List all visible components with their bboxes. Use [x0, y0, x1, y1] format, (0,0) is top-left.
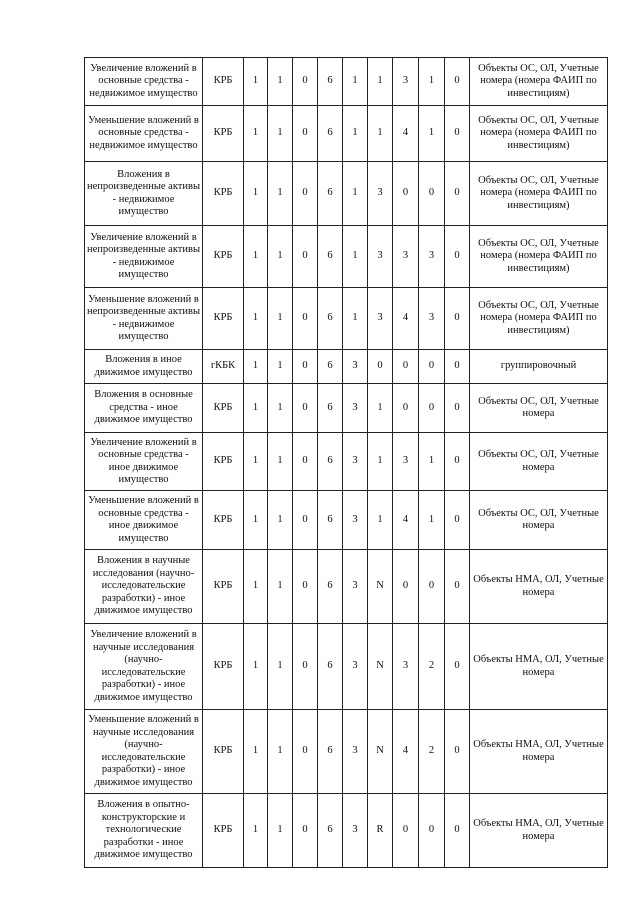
- code-digit-cell: N: [368, 624, 393, 710]
- table-row: [85, 384, 608, 433]
- code-digit-cell: R: [368, 794, 393, 868]
- analytics-cell: Объекты ОС, ОЛ, Учетные номера (номера ФАИП по инвестициям): [470, 288, 608, 350]
- code-digit-cell: 1: [268, 226, 293, 288]
- code-digit-cell: 0: [419, 162, 445, 226]
- analytics-cell: Объекты НМА, ОЛ, Учетные номера: [470, 550, 608, 624]
- analytics-cell: Объекты ОС, ОЛ, Учетные номера (номера ФАИП по инвестициям): [470, 58, 608, 106]
- code-digit-cell: 0: [445, 162, 470, 226]
- table-row: [85, 794, 608, 868]
- code-digit-cell: 1: [419, 433, 445, 491]
- table-row: [85, 58, 608, 106]
- code-digit-cell: 1: [419, 58, 445, 106]
- account-name-cell: Уменьшение вложений в непроизведенные активы - недвижимое имущество: [85, 288, 203, 350]
- code-digit-cell: 0: [445, 384, 470, 433]
- code-digit-cell: 1: [268, 162, 293, 226]
- analytics-cell: Объекты ОС, ОЛ, Учетные номера (номера ФАИП по инвестициям): [470, 106, 608, 162]
- code-digit-cell: 0: [445, 288, 470, 350]
- account-type-cell: КРБ: [203, 58, 244, 106]
- code-digit-cell: 0: [293, 710, 318, 794]
- account-name-cell: Уменьшение вложений в основные средства - недвижимое имущество: [85, 106, 203, 162]
- code-digit-cell: 3: [419, 226, 445, 288]
- code-digit-cell: 1: [268, 288, 293, 350]
- code-digit-cell: 6: [318, 106, 343, 162]
- code-digit-cell: 6: [318, 433, 343, 491]
- code-digit-cell: 6: [318, 710, 343, 794]
- table-row: [85, 106, 608, 162]
- account-type-cell: КРБ: [203, 384, 244, 433]
- code-digit-cell: 0: [445, 226, 470, 288]
- analytics-cell: Объекты ОС, ОЛ, Учетные номера: [470, 384, 608, 433]
- code-digit-cell: 0: [445, 58, 470, 106]
- code-digit-cell: 3: [419, 288, 445, 350]
- code-digit-cell: 0: [293, 106, 318, 162]
- code-digit-cell: 3: [343, 433, 368, 491]
- code-digit-cell: 4: [393, 106, 419, 162]
- code-digit-cell: 1: [268, 384, 293, 433]
- analytics-cell: Объекты ОС, ОЛ, Учетные номера: [470, 491, 608, 550]
- code-digit-cell: 1: [368, 384, 393, 433]
- account-type-cell: КРБ: [203, 491, 244, 550]
- account-type-cell: КРБ: [203, 433, 244, 491]
- code-digit-cell: 0: [419, 384, 445, 433]
- code-digit-cell: 1: [244, 350, 268, 384]
- code-digit-cell: 3: [368, 162, 393, 226]
- code-digit-cell: 0: [419, 794, 445, 868]
- code-digit-cell: 0: [293, 433, 318, 491]
- code-digit-cell: 6: [318, 58, 343, 106]
- analytics-cell: Объекты ОС, ОЛ, Учетные номера (номера ФАИП по инвестициям): [470, 226, 608, 288]
- code-digit-cell: 4: [393, 491, 419, 550]
- code-digit-cell: 3: [368, 288, 393, 350]
- code-digit-cell: 0: [293, 491, 318, 550]
- code-digit-cell: 1: [244, 624, 268, 710]
- code-digit-cell: 3: [393, 433, 419, 491]
- code-digit-cell: 3: [343, 491, 368, 550]
- code-digit-cell: 6: [318, 384, 343, 433]
- code-digit-cell: 0: [293, 350, 318, 384]
- code-digit-cell: 0: [368, 350, 393, 384]
- code-digit-cell: 1: [268, 550, 293, 624]
- code-digit-cell: 1: [268, 794, 293, 868]
- code-digit-cell: 1: [268, 624, 293, 710]
- table-row: [85, 710, 608, 794]
- code-digit-cell: 1: [268, 491, 293, 550]
- code-digit-cell: 3: [393, 58, 419, 106]
- code-digit-cell: 0: [445, 350, 470, 384]
- code-digit-cell: 1: [244, 226, 268, 288]
- code-digit-cell: 1: [244, 550, 268, 624]
- accounts-table: [84, 57, 608, 868]
- account-name-cell: Уменьшение вложений в основные средства - иное движимое имущество: [85, 491, 203, 550]
- account-type-cell: КРБ: [203, 550, 244, 624]
- table-row: [85, 226, 608, 288]
- code-digit-cell: 1: [268, 58, 293, 106]
- code-digit-cell: 4: [393, 710, 419, 794]
- code-digit-cell: 0: [445, 550, 470, 624]
- code-digit-cell: 3: [343, 350, 368, 384]
- account-name-cell: Вложения в основные средства - иное движимое имущество: [85, 384, 203, 433]
- code-digit-cell: 0: [393, 794, 419, 868]
- account-type-cell: КРБ: [203, 288, 244, 350]
- accounts-table-body: [85, 58, 608, 868]
- code-digit-cell: 1: [268, 433, 293, 491]
- account-type-cell: КРБ: [203, 624, 244, 710]
- analytics-cell: Объекты НМА, ОЛ, Учетные номера: [470, 624, 608, 710]
- code-digit-cell: 2: [419, 710, 445, 794]
- code-digit-cell: 0: [445, 624, 470, 710]
- code-digit-cell: 1: [268, 710, 293, 794]
- code-digit-cell: 1: [244, 106, 268, 162]
- code-digit-cell: 3: [393, 624, 419, 710]
- code-digit-cell: 0: [293, 288, 318, 350]
- code-digit-cell: 0: [293, 58, 318, 106]
- account-type-cell: КРБ: [203, 106, 244, 162]
- account-name-cell: Вложения в непроизведенные активы - недвижимое имущество: [85, 162, 203, 226]
- code-digit-cell: 3: [343, 550, 368, 624]
- account-type-cell: КРБ: [203, 710, 244, 794]
- code-digit-cell: 1: [368, 491, 393, 550]
- code-digit-cell: 0: [293, 550, 318, 624]
- analytics-cell: Объекты НМА, ОЛ, Учетные номера: [470, 794, 608, 868]
- code-digit-cell: 0: [445, 794, 470, 868]
- code-digit-cell: 3: [393, 226, 419, 288]
- code-digit-cell: 0: [293, 624, 318, 710]
- code-digit-cell: N: [368, 550, 393, 624]
- analytics-cell: Объекты ОС, ОЛ, Учетные номера: [470, 433, 608, 491]
- code-digit-cell: 3: [343, 710, 368, 794]
- code-digit-cell: 1: [244, 794, 268, 868]
- account-type-cell: КРБ: [203, 162, 244, 226]
- account-name-cell: Увеличение вложений в основные средства - иное движимое имущество: [85, 433, 203, 491]
- account-type-cell: гКБК: [203, 350, 244, 384]
- account-name-cell: Вложения в опытно-конструкторские и технологические разработки - иное движимое имущество: [85, 794, 203, 868]
- code-digit-cell: 0: [293, 384, 318, 433]
- code-digit-cell: 1: [343, 58, 368, 106]
- table-row: [85, 350, 608, 384]
- code-digit-cell: 1: [244, 384, 268, 433]
- code-digit-cell: 6: [318, 550, 343, 624]
- analytics-cell: группировочный: [470, 350, 608, 384]
- code-digit-cell: 6: [318, 794, 343, 868]
- code-digit-cell: 0: [419, 350, 445, 384]
- code-digit-cell: 0: [393, 550, 419, 624]
- code-digit-cell: 0: [445, 710, 470, 794]
- code-digit-cell: 2: [419, 624, 445, 710]
- code-digit-cell: 0: [293, 226, 318, 288]
- code-digit-cell: 1: [343, 162, 368, 226]
- account-type-cell: КРБ: [203, 794, 244, 868]
- code-digit-cell: 0: [419, 550, 445, 624]
- code-digit-cell: 6: [318, 162, 343, 226]
- code-digit-cell: 6: [318, 491, 343, 550]
- code-digit-cell: 1: [368, 433, 393, 491]
- account-name-cell: Увеличение вложений в основные средства - недвижимое имущество: [85, 58, 203, 106]
- code-digit-cell: 3: [368, 226, 393, 288]
- code-digit-cell: 0: [393, 384, 419, 433]
- code-digit-cell: 6: [318, 288, 343, 350]
- account-type-cell: КРБ: [203, 226, 244, 288]
- code-digit-cell: 0: [445, 106, 470, 162]
- code-digit-cell: 1: [419, 491, 445, 550]
- analytics-cell: Объекты НМА, ОЛ, Учетные номера: [470, 710, 608, 794]
- code-digit-cell: 0: [445, 433, 470, 491]
- code-digit-cell: 1: [268, 350, 293, 384]
- code-digit-cell: 1: [244, 433, 268, 491]
- account-name-cell: Вложения в иное движимое имущество: [85, 350, 203, 384]
- analytics-cell: Объекты ОС, ОЛ, Учетные номера (номера ФАИП по инвестициям): [470, 162, 608, 226]
- code-digit-cell: 1: [368, 106, 393, 162]
- table-row: [85, 288, 608, 350]
- code-digit-cell: 0: [393, 162, 419, 226]
- code-digit-cell: 1: [244, 162, 268, 226]
- code-digit-cell: 0: [393, 350, 419, 384]
- code-digit-cell: 1: [244, 710, 268, 794]
- code-digit-cell: 3: [343, 384, 368, 433]
- code-digit-cell: N: [368, 710, 393, 794]
- code-digit-cell: 1: [244, 288, 268, 350]
- code-digit-cell: 1: [343, 288, 368, 350]
- code-digit-cell: 0: [445, 491, 470, 550]
- code-digit-cell: 1: [244, 58, 268, 106]
- table-row: [85, 162, 608, 226]
- code-digit-cell: 1: [343, 226, 368, 288]
- table-row: [85, 433, 608, 491]
- code-digit-cell: 0: [293, 162, 318, 226]
- code-digit-cell: 0: [293, 794, 318, 868]
- account-name-cell: Уменьшение вложений в научные исследования (научно-исследовательские разработки) - иное движимое имущество: [85, 710, 203, 794]
- code-digit-cell: 1: [368, 58, 393, 106]
- account-name-cell: Вложения в научные исследования (научно-исследовательские разработки) - иное движимое имущество: [85, 550, 203, 624]
- table-row: [85, 624, 608, 710]
- code-digit-cell: 6: [318, 226, 343, 288]
- table-row: [85, 550, 608, 624]
- code-digit-cell: 4: [393, 288, 419, 350]
- account-name-cell: Увеличение вложений в непроизведенные активы - недвижимое имущество: [85, 226, 203, 288]
- code-digit-cell: 1: [268, 106, 293, 162]
- code-digit-cell: 6: [318, 624, 343, 710]
- code-digit-cell: 1: [244, 491, 268, 550]
- table-row: [85, 491, 608, 550]
- account-name-cell: Увеличение вложений в научные исследования (научно-исследовательские разработки) - иное движимое имущество: [85, 624, 203, 710]
- code-digit-cell: 3: [343, 624, 368, 710]
- code-digit-cell: 6: [318, 350, 343, 384]
- code-digit-cell: 1: [419, 106, 445, 162]
- code-digit-cell: 1: [343, 106, 368, 162]
- code-digit-cell: 3: [343, 794, 368, 868]
